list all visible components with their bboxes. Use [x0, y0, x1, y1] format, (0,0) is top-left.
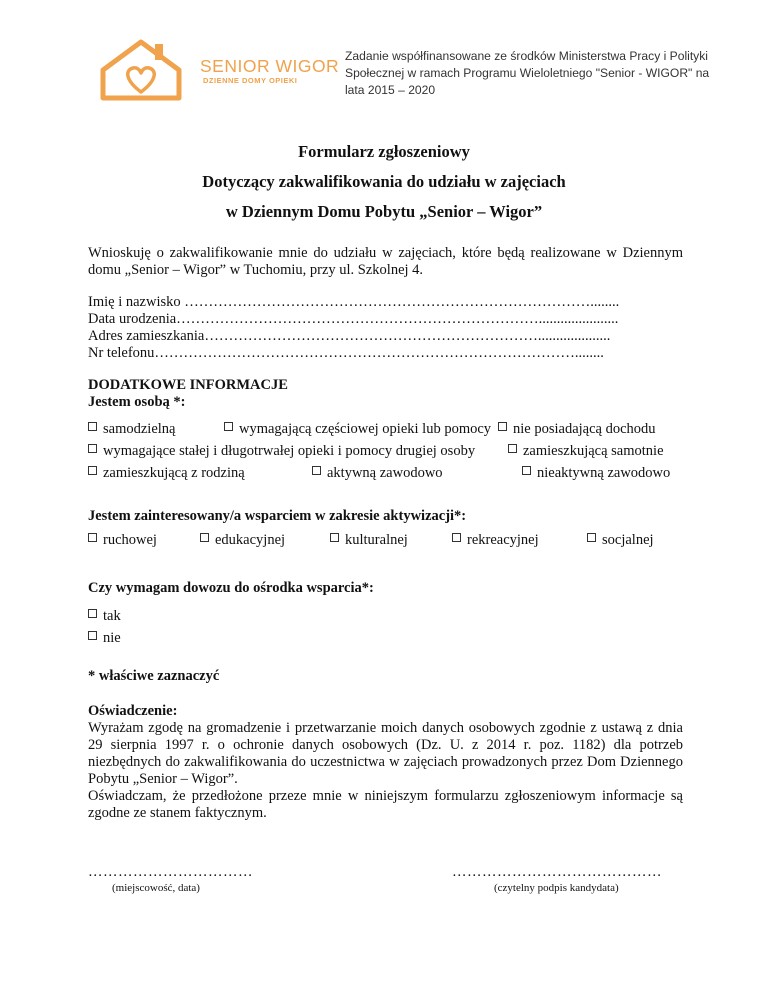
checkbox-icon[interactable] — [88, 533, 97, 542]
checkbox-icon[interactable] — [587, 533, 596, 542]
checkbox-label: socjalnej — [602, 532, 654, 548]
checkbox-icon[interactable] — [88, 466, 97, 475]
checkbox-unemployed[interactable] — [522, 465, 670, 482]
funding-line: lata 2015 – 2020 — [345, 83, 436, 97]
form-title: Formularz zgłoszeniowy — [298, 142, 470, 161]
checkbox-transport-no[interactable] — [88, 630, 121, 647]
checkbox-educational[interactable] — [200, 532, 285, 549]
checkbox-label: wymagającą częściowej opieki lub pomocy — [239, 421, 492, 437]
checkbox-label: zamieszkującą z rodziną — [103, 465, 245, 481]
checkbox-transport-yes[interactable] — [88, 608, 121, 625]
place-date-line[interactable]: …………………………… — [88, 864, 253, 880]
form-subtitle-place: w Dziennym Domu Pobytu „Senior – Wigor” — [225, 202, 543, 221]
checkbox-label: tak — [103, 608, 121, 624]
phone-field[interactable]: Nr telefonu……………………………………………………………………………........ — [88, 345, 604, 361]
checkbox-icon[interactable] — [508, 444, 517, 453]
checkbox-label: aktywną zawodowo — [327, 465, 443, 481]
activation-heading: Jestem zainteresowany/a wsparciem w zakresie aktywizacji*: — [88, 508, 467, 524]
checkbox-independent[interactable] — [88, 421, 175, 438]
checkbox-icon[interactable] — [88, 422, 97, 431]
signature-line[interactable]: …………………………………… — [452, 864, 662, 880]
person-status-heading: Jestem osobą *: — [88, 394, 186, 410]
birth-date-field[interactable]: Data urodzenia…………………………………………………………………...................... — [88, 311, 619, 327]
brand-subtitle: DZIENNE DOMY OPIEKI — [203, 76, 298, 85]
checkbox-employed[interactable] — [312, 465, 443, 482]
transport-heading: Czy wymagam dowozu do ośrodka wsparcia*: — [88, 580, 374, 596]
checkbox-recreational[interactable] — [452, 532, 539, 549]
header — [95, 36, 715, 106]
checkbox-lives-with-family[interactable] — [88, 465, 245, 482]
house-heart-logo-icon — [95, 36, 205, 106]
name-field[interactable]: Imię i nazwisko …………………………………………………………………………........ — [88, 294, 620, 310]
checkbox-social[interactable] — [587, 532, 654, 549]
checkbox-icon[interactable] — [498, 422, 507, 431]
declaration-heading: Oświadczenie: — [88, 703, 178, 719]
checkbox-physical[interactable] — [88, 532, 157, 549]
checkbox-label: ruchowej — [103, 532, 157, 548]
checkbox-icon[interactable] — [88, 444, 97, 453]
checkbox-partial-care[interactable] — [224, 421, 491, 438]
declaration-truth-text: Oświadczam, że przedłożone przeze mnie w niniejszym formularzu zgłoszeniowym informacje są zgodne ze stanem faktycznym. — [88, 788, 683, 821]
checkbox-label: edukacyjnej — [215, 532, 286, 548]
checkbox-icon[interactable] — [88, 631, 97, 640]
checkbox-lives-alone[interactable] — [508, 443, 664, 460]
place-date-label: (miejscowość, data) — [112, 882, 200, 894]
brand-name: SENIOR WIGOR — [200, 56, 340, 76]
funding-note — [345, 48, 715, 99]
funding-line: Społecznej w ramach Programu Wieloletniego "Senior - WIGOR" na — [345, 66, 710, 80]
checkbox-long-term-care[interactable] — [88, 443, 475, 460]
checkbox-label: rekreacyjnej — [467, 532, 539, 548]
checkbox-label: samodzielną — [103, 421, 176, 437]
form-subtitle: Dotyczący zakwalifikowania do udziału w zajęciach — [202, 172, 566, 191]
checkbox-icon[interactable] — [522, 466, 531, 475]
checkbox-label: nie posiadającą dochodu — [513, 421, 656, 437]
checkbox-icon[interactable] — [312, 466, 321, 475]
checkbox-label: kulturalnej — [345, 532, 408, 548]
address-field[interactable]: Adres zamieszkania…………………………………………………………….................... — [88, 328, 611, 344]
checkbox-label: zamieszkującą samotnie — [523, 443, 664, 459]
checkbox-icon[interactable] — [452, 533, 461, 542]
checkbox-label: nieaktywną zawodowo — [537, 465, 671, 481]
checkbox-label: nie — [103, 630, 121, 646]
required-note: * właściwe zaznaczyć — [88, 668, 220, 684]
declaration-consent-text: Wyrażam zgodę na gromadzenie i przetwarzanie moich danych osobowych zgodnie z ustawą z dnia 29 sierpnia 1997 r. o ochronie danych osobowych (Dz. U. z 2014 r. poz. 1182) dla potrzeb niezbędnych do zakwalifikowania do uczestnictwa w zajęciach prowadzonych przez Dom Dziennego Pobytu „Senior – Wigor”. — [88, 720, 683, 787]
additional-info-heading: DODATKOWE INFORMACJE — [88, 377, 288, 393]
signature-label: (czytelny podpis kandydata) — [494, 882, 619, 894]
checkbox-icon[interactable] — [200, 533, 209, 542]
checkbox-cultural[interactable] — [330, 532, 408, 549]
intro-text: Wnioskuję o zakwalifikowanie mnie do udziału w zajęciach, które będą realizowane w Dziennym domu „Senior – Wigor” w Tuchomiu, przy ul. Szkolnej 4. — [88, 245, 683, 278]
checkbox-icon[interactable] — [88, 609, 97, 618]
funding-line: Zadanie współfinansowane ze środków Ministerstwa Pracy i Polityki — [345, 49, 708, 63]
checkbox-label: wymagające stałej i długotrwałej opieki i pomocy drugiej osoby — [103, 443, 476, 459]
checkbox-no-income[interactable] — [498, 421, 656, 438]
checkbox-icon[interactable] — [330, 533, 339, 542]
checkbox-icon[interactable] — [224, 422, 233, 431]
brand — [200, 56, 339, 85]
